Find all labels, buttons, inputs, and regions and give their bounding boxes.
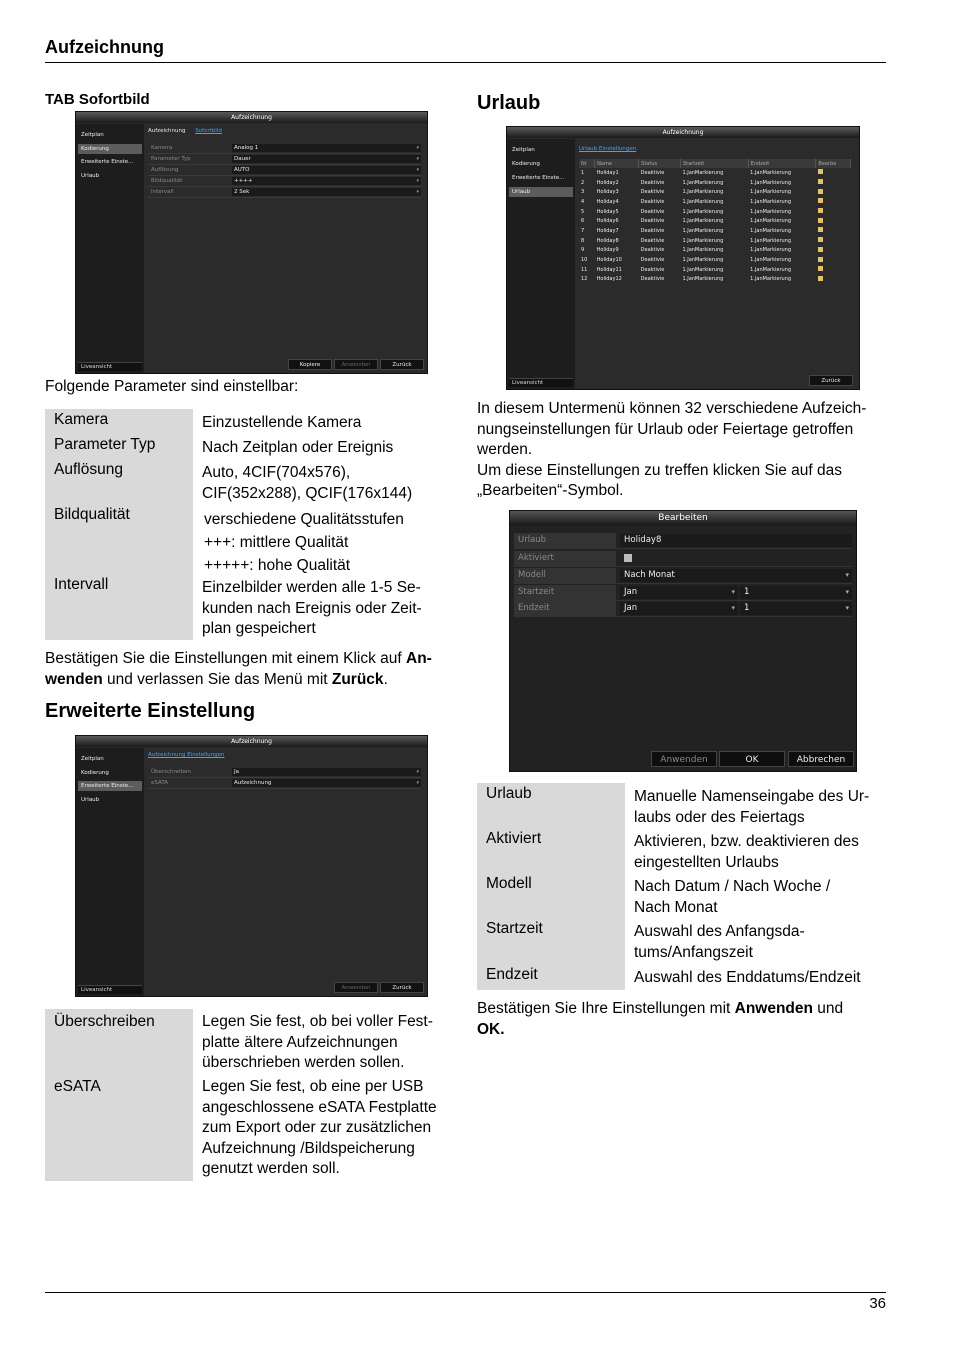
field-label: Auflösung [151, 167, 179, 173]
back-button[interactable]: Zurück [809, 375, 853, 386]
field-label: eSATA [151, 780, 169, 786]
table-cell: Deaktivie [640, 169, 665, 176]
table-cell: Deaktivie [640, 218, 665, 225]
edit-icon[interactable] [818, 179, 823, 184]
field-value[interactable]: 2 Sek ▾ [232, 188, 421, 196]
field-label: Bildqualität [151, 178, 183, 184]
table-cell: 2 [581, 179, 585, 186]
row-endzeit [514, 601, 852, 617]
field-label: Parameter Typ [151, 156, 191, 162]
table-cell: 5 [581, 208, 585, 215]
edit-cell [816, 197, 851, 207]
modell-select[interactable]: Nach Monat ▾ [620, 569, 852, 582]
col-bearbeiten: Bearbe [816, 159, 851, 168]
field-intervall[interactable] [148, 187, 421, 198]
edit-icon[interactable] [818, 218, 823, 223]
param-label: Auflösung [54, 461, 123, 478]
sidebar [76, 748, 144, 996]
param-label: Bildqualität [54, 506, 130, 523]
table-cell: Deaktivie [640, 247, 665, 254]
sidebar-item-urlaub[interactable]: Urlaub [81, 797, 100, 803]
end-day-select[interactable]: 1 ▾ [740, 602, 852, 615]
param-desc: Manuelle Namenseingabe des Ur- laubs oder des Feiertags [634, 788, 870, 826]
sidebar-item-erweitert[interactable]: Erweiterte Einste... [78, 781, 142, 791]
sidebar-item-urlaub[interactable]: Urlaub [509, 187, 573, 197]
table-cell: 11 [581, 266, 588, 273]
param-label: Modell [486, 875, 532, 892]
holiday-table [579, 159, 851, 284]
sidebar [507, 139, 575, 389]
table-row [579, 197, 851, 207]
param-label: Kamera [54, 411, 109, 428]
cancel-button[interactable]: Abbrechen [788, 751, 854, 767]
window-title: Aufzeichnung [76, 112, 427, 123]
field-label: Intervall [151, 189, 174, 195]
sidebar-item-urlaub[interactable]: Urlaub [81, 173, 100, 179]
header-rule [45, 62, 886, 63]
param-label: Endzeit [486, 966, 538, 983]
table-row [579, 178, 851, 188]
table-row [579, 226, 851, 236]
table-row [579, 246, 851, 256]
table-cell: Deaktivie [640, 189, 665, 196]
window-title: Aufzeichnung [507, 127, 859, 138]
field-value[interactable]: Aufzeichnung ▾ [232, 779, 421, 787]
sidebar-item-kodierung[interactable]: Kodierung [81, 770, 109, 776]
confirm-text-urlaub: Bestätigen Sie Ihre Einstellungen mit Anwenden und OK. [477, 1000, 844, 1038]
param-desc: Aktivieren, bzw. deaktivieren des eingestellten Urlaubs [634, 833, 859, 871]
col-status: Status [639, 159, 681, 168]
intro-text: Folgende Parameter sind einstellbar: [45, 378, 299, 395]
table-cell: 1.JanMarkierung [750, 169, 792, 176]
header-title: Aufzeichnung [45, 37, 164, 57]
table-row [579, 207, 851, 217]
param-desc: Nach Datum / Nach Woche / Nach Monat [634, 878, 831, 916]
screenshot-urlaub [506, 126, 860, 390]
table-cell: 1.JanMarkierung [682, 218, 724, 225]
table-cell: 9 [581, 247, 585, 254]
param-desc: Auswahl des Enddatums/Endzeit [634, 969, 861, 986]
page-number: 36 [869, 1295, 886, 1312]
param-label: Intervall [54, 576, 109, 593]
col-startzeit: Startzeit [680, 159, 748, 168]
table-cell: Deaktivie [640, 237, 665, 244]
table-cell: 1.JanMarkierung [682, 208, 724, 215]
row-modell [514, 568, 852, 584]
table-cell: Holiday4 [596, 198, 619, 205]
field-label: Aktiviert [514, 551, 616, 566]
table-row [579, 275, 851, 285]
field-label: Urlaub [514, 533, 616, 548]
aktiviert-checkbox[interactable] [624, 554, 632, 562]
table-row [579, 255, 851, 265]
copy-button[interactable]: Kopiere [288, 359, 332, 370]
edit-icon[interactable] [818, 198, 823, 203]
edit-cell [816, 216, 851, 226]
param-label: Parameter Typ [54, 436, 156, 453]
tab-sofortbild[interactable]: Sofortbild [195, 128, 222, 134]
table-cell: Deaktivie [640, 198, 665, 205]
table-cell: 1.JanMarkierung [750, 208, 792, 215]
edit-cell [816, 265, 851, 275]
table-cell: Holiday7 [596, 227, 619, 234]
param-label: Aktiviert [486, 830, 542, 847]
edit-icon[interactable] [818, 266, 823, 271]
table-cell: 1.JanMarkierung [750, 218, 792, 225]
field-value[interactable]: ++++ ▾ [232, 177, 421, 185]
table-cell: 1.JanMarkierung [682, 247, 724, 254]
param-table [45, 409, 465, 640]
edit-cell [816, 187, 851, 197]
edit-cell [816, 246, 851, 256]
table-cell: 1.JanMarkierung [750, 179, 792, 186]
edit-icon[interactable] [818, 257, 823, 262]
field-parameter-typ[interactable] [148, 154, 421, 165]
param-table-2 [45, 1009, 465, 1181]
table-row [579, 265, 851, 275]
edit-dialog [509, 510, 857, 772]
row-aktiviert [514, 551, 852, 567]
col-endzeit: Endzeit [748, 159, 816, 168]
param-desc: Einzustellende Kamera [202, 414, 362, 431]
table-cell: 4 [581, 198, 585, 205]
table-cell: 1.JanMarkierung [750, 257, 792, 264]
edit-cell [816, 255, 851, 265]
table-cell: 1.JanMarkierung [682, 179, 724, 186]
edit-icon[interactable] [818, 208, 823, 213]
tab-bar [148, 128, 230, 134]
table-cell: 8 [581, 237, 585, 244]
table-cell: Deaktivie [640, 208, 665, 215]
field-value[interactable]: AUTO ▾ [232, 166, 421, 174]
screenshot-sofortbild [75, 111, 428, 374]
table-cell: 1.JanMarkierung [750, 276, 792, 283]
table-cell: Deaktivie [640, 257, 665, 264]
dialog-title: Bearbeiten [510, 511, 856, 525]
edit-cell [816, 236, 851, 246]
table-cell: 1.JanMarkierung [682, 198, 724, 205]
field-value[interactable]: Dauer ▾ [232, 155, 421, 163]
param-desc: Nach Zeitplan oder Ereignis [202, 439, 394, 456]
sidebar-item-zeitplan[interactable]: Zeitplan [512, 147, 535, 153]
footer-rule [45, 1292, 886, 1293]
table-cell: 1.JanMarkierung [750, 227, 792, 234]
apply-button[interactable]: Anwenden [334, 982, 378, 993]
urlaub-description: In diesem Untermenü können 32 verschiedene Aufzeich- nungseinstellungen für Urlaub oder Feiertage getroffen werden. Um diese Einstellungen zu treffen klicken Sie auf das „Bearbeiten“-Symbol. [477, 400, 867, 499]
urlaub-name-input[interactable]: Holiday8 [620, 534, 852, 547]
window-title: Aufzeichnung [76, 736, 427, 747]
row-startzeit [514, 585, 852, 601]
table-cell: 3 [581, 189, 585, 196]
sidebar-item-kodierung[interactable]: Kodierung [78, 144, 142, 154]
sidebar-item-erweitert[interactable]: Erweiterte Einste... [81, 159, 134, 165]
tab-bar [148, 752, 232, 758]
table-cell: Holiday6 [596, 218, 619, 225]
apply-button[interactable]: Anwenden [651, 751, 717, 767]
sidebar-item-erweitert[interactable]: Erweiterte Einste... [512, 175, 565, 181]
table-cell: Holiday3 [596, 189, 619, 196]
field-value[interactable]: Analog 1 ▾ [232, 144, 421, 152]
param-label: Überschreiben [54, 1013, 155, 1030]
table-row [579, 187, 851, 197]
col-name: Name [595, 159, 639, 168]
field-label: Modell [514, 568, 616, 583]
live-view-button[interactable]: Liveansicht [78, 362, 142, 371]
param-desc: verschiedene Qualitätsstufen +++: mittlere Qualität +++++: hohe Qualität [204, 511, 404, 574]
field-label: Endzeit [514, 601, 616, 616]
table-row [579, 216, 851, 226]
table-cell: 1.JanMarkierung [750, 237, 792, 244]
edit-icon[interactable] [818, 237, 823, 242]
table-cell: Deaktivie [640, 227, 665, 234]
table-cell: 1.JanMarkierung [682, 257, 724, 264]
table-cell: Holiday9 [596, 247, 619, 254]
end-month-select[interactable]: Jan ▾ [620, 602, 738, 615]
table-cell: 7 [581, 227, 585, 234]
table-cell: 1.JanMarkierung [682, 266, 724, 273]
table-cell: 12 [581, 276, 588, 283]
tab-urlaub-einstellungen[interactable]: Urlaub Einstellungen [579, 146, 637, 152]
param-desc: Legen Sie fest, ob eine per USB angeschlossene eSATA Festplatte zum Export oder zur zusätzlichen Aufzeichnung /Bildspeicherung genutzt werden soll. [202, 1078, 437, 1177]
field-label: Kamera [151, 145, 173, 151]
edit-cell [816, 178, 851, 188]
param-label: eSATA [54, 1078, 101, 1095]
section-urlaub: Urlaub [477, 92, 541, 114]
table-cell: Holiday1 [596, 169, 619, 176]
param-table-3 [477, 783, 897, 990]
edit-icon[interactable] [818, 169, 823, 174]
table-cell: 1.JanMarkierung [682, 169, 724, 176]
tab-aufzeichnung[interactable]: Aufzeichnung [148, 128, 186, 134]
table-cell: Holiday10 [596, 257, 622, 264]
edit-cell [816, 275, 851, 285]
tab-sofortbild-heading: TAB Sofortbild [45, 91, 150, 108]
table-cell: 1.JanMarkierung [750, 247, 792, 254]
edit-icon[interactable] [818, 276, 823, 281]
edit-cell [816, 207, 851, 217]
table-cell: Holiday2 [596, 179, 619, 186]
section-erweiterte-einstellung: Erweiterte Einstellung [45, 700, 256, 722]
table-cell: Holiday12 [596, 276, 622, 283]
table-cell: Deaktivie [640, 179, 665, 186]
aktiviert-field [620, 552, 852, 565]
field-aufloesung[interactable] [148, 165, 421, 176]
edit-cell [816, 226, 851, 236]
table-cell: 1.JanMarkierung [682, 227, 724, 234]
row-urlaub [514, 533, 852, 549]
table-cell: 6 [581, 218, 585, 225]
table-cell: Deaktivie [640, 266, 665, 273]
param-label: Urlaub [486, 785, 532, 802]
sidebar-item-zeitplan[interactable]: Zeitplan [81, 132, 104, 138]
param-desc: Auto, 4CIF(704x576), CIF(352x288), QCIF(176x144) [202, 464, 413, 502]
param-desc: Einzelbilder werden alle 1-5 Se- kunden nach Ereignis oder Zeit- plan gespeichert [202, 579, 422, 637]
table-cell: Holiday8 [596, 237, 619, 244]
param-desc: Auswahl des Anfangsda- tums/Anfangszeit [634, 923, 805, 961]
table-cell: Holiday5 [596, 208, 619, 215]
sidebar-item-zeitplan[interactable]: Zeitplan [81, 756, 104, 762]
edit-cell [816, 168, 851, 178]
confirm-text: Bestätigen Sie die Einstellungen mit einem Klick auf An- wenden und verlassen Sie das Menü mit Zurück. [45, 650, 432, 688]
field-value[interactable]: Ja ▾ [232, 768, 421, 776]
table-cell: 1.JanMarkierung [682, 276, 724, 283]
sidebar-item-kodierung[interactable]: Kodierung [512, 161, 540, 167]
field-ueberschreiben[interactable] [148, 767, 421, 778]
field-label: Startzeit [514, 585, 616, 600]
field-bildqualitaet[interactable] [148, 176, 421, 187]
table-cell: Holiday11 [596, 266, 622, 273]
param-label: Startzeit [486, 920, 543, 937]
screenshot-erweitert [75, 735, 428, 997]
field-kamera[interactable] [148, 143, 421, 154]
table-cell: 1.JanMarkierung [750, 266, 792, 273]
table-cell: Deaktivie [640, 276, 665, 283]
table-cell: 1.JanMarkierung [682, 237, 724, 244]
col-nr: Nr [579, 159, 595, 168]
param-desc: Legen Sie fest, ob bei voller Fest- platte ältere Aufzeichnungen überschrieben werden sollen. [202, 1013, 433, 1071]
back-button[interactable]: Zurück [380, 359, 424, 370]
table-cell: 1.JanMarkierung [750, 189, 792, 196]
apply-button[interactable]: Anwenden [334, 359, 378, 370]
edit-icon[interactable] [818, 247, 823, 252]
field-esata[interactable] [148, 778, 421, 789]
tab-aufzeichnung-einstellungen[interactable]: Aufzeichnung Einstellungen [148, 752, 225, 758]
ok-button[interactable]: OK [719, 751, 785, 767]
edit-icon[interactable] [818, 227, 823, 232]
sidebar [76, 124, 144, 373]
table-cell: 1.JanMarkierung [750, 198, 792, 205]
tab-bar [579, 146, 644, 152]
edit-icon[interactable] [818, 189, 823, 194]
field-label: Überschreiben [151, 769, 191, 775]
table-cell: 1 [581, 169, 585, 176]
live-view-button[interactable]: Liveansicht [509, 378, 573, 387]
table-row [579, 168, 851, 178]
start-day-select[interactable]: 1 ▾ [740, 586, 852, 599]
table-cell: 1.JanMarkierung [682, 189, 724, 196]
table-row [579, 236, 851, 246]
back-button[interactable]: Zurück [380, 982, 424, 993]
live-view-button[interactable]: Liveansicht [78, 985, 142, 994]
start-month-select[interactable]: Jan ▾ [620, 586, 738, 599]
table-cell: 10 [581, 257, 588, 264]
